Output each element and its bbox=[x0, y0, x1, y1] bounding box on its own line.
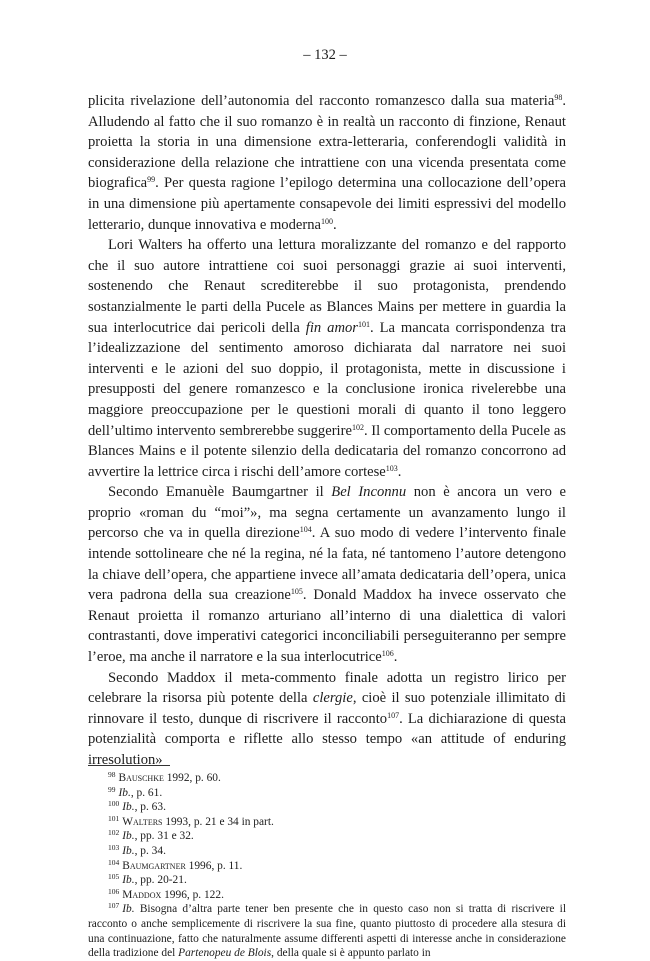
footnote-number: 107 bbox=[108, 901, 120, 911]
footnote-reference: 101 bbox=[357, 319, 370, 329]
footnote bbox=[88, 888, 566, 903]
italic-run: Partenopeu de Blois bbox=[178, 947, 272, 960]
text-run: Secondo Emanuèle Baumgartner il bbox=[108, 484, 332, 501]
footnote bbox=[88, 771, 566, 786]
text-run: , p. 34. bbox=[134, 844, 166, 857]
italic-run: Bel Inconnu bbox=[331, 484, 407, 501]
footnote bbox=[88, 902, 566, 960]
footnote bbox=[88, 844, 566, 859]
footnote bbox=[88, 829, 566, 844]
text-run: Lori Walters ha offerto una lettura moralizzante del romanzo e del rapporto che il suo autore intrattiene coi suoi personaggi grazie ai suoi interventi, sostenendo che Renaut screditerebbe il suo protagonista, prendendo sostanzialmente le parti della Pucele as Blances Mains per mettere in guardia la sua interlocutrice dai pericoli della bbox=[88, 237, 566, 336]
text-run: , pp. 31 e 32. bbox=[134, 830, 194, 843]
footnote-separator bbox=[88, 765, 170, 766]
footnote bbox=[88, 873, 566, 888]
author-name: Baumgartner bbox=[122, 859, 186, 872]
text-run: 1996, p. 122. bbox=[161, 888, 224, 901]
italic-run: fin amor bbox=[305, 319, 358, 336]
text-run: , pp. 20-21. bbox=[134, 874, 187, 887]
footnote bbox=[88, 859, 566, 874]
author-name: Maddox bbox=[122, 888, 162, 901]
paragraph bbox=[88, 91, 566, 235]
paragraph bbox=[88, 668, 566, 771]
italic-run: Ib. bbox=[122, 844, 135, 857]
italic-run: clergie bbox=[312, 690, 353, 707]
author-name: Bauschke bbox=[118, 772, 164, 784]
paragraph bbox=[88, 482, 566, 667]
text-run: . bbox=[393, 649, 398, 666]
paragraph bbox=[88, 235, 566, 482]
footnote-reference: 98 bbox=[554, 93, 563, 102]
footnote-number: 104 bbox=[108, 857, 120, 867]
footnote-number: 101 bbox=[108, 813, 120, 823]
footnote-number: 99 bbox=[108, 784, 116, 794]
footnote-number: 100 bbox=[108, 799, 120, 809]
footnote-reference: 103 bbox=[385, 463, 398, 473]
footnote-reference: 107 bbox=[387, 710, 400, 720]
footnote-reference: 100 bbox=[321, 216, 334, 226]
text-run: . Il comportamento della Pucele as Blances Mains e il potente silenzio della dedicataria del romanzo concorrono ad avvertire la lettrice circa i rischi dell’amore cortese bbox=[88, 422, 566, 480]
footnote-number: 98 bbox=[108, 770, 116, 779]
text-run: , p. 61. bbox=[130, 786, 163, 799]
author-name: Walters bbox=[122, 815, 163, 828]
footnote-number: 103 bbox=[108, 842, 120, 852]
text-run: 1992, p. 60. bbox=[163, 772, 221, 784]
footnotes bbox=[88, 771, 566, 961]
text-run: 1993, p. 21 e 34 in part. bbox=[162, 815, 274, 828]
text-run: , cioè il suo potenziale illimitato di rinnovare il testo, dunque di riscrivere il racconto bbox=[88, 690, 566, 727]
italic-run: Ib. bbox=[118, 786, 131, 799]
text-run: . Alludendo al fatto che il suo romanzo è in realtà un racconto di finzione, Renaut proietta la storia in una dimensione extra-letteraria, conferendogli validità in considerazione della relazione che intrattiene con una vicenda presentata come biografica bbox=[88, 93, 566, 192]
text-run: , p. 63. bbox=[134, 801, 166, 814]
footnote bbox=[88, 786, 566, 801]
text-run: Secondo Maddox il meta-commento finale adotta un registro lirico per celebrare la risorsa più potente della bbox=[88, 669, 566, 707]
italic-run: Ib. bbox=[122, 903, 135, 916]
footnote-reference: 106 bbox=[381, 649, 394, 659]
page-number: – 132 – bbox=[303, 47, 347, 63]
footnote-number: 102 bbox=[108, 828, 120, 838]
text-run: . Donald Maddox ha invece osservato che Renaut proietta il romanzo arturiano all’interno di una dialettica di valori contrastanti, dove imperativi categorici inconciliabili perseguiteranno per sempre l’eroe, ma anche il narratore e la sua interlocutrice bbox=[88, 587, 566, 666]
italic-run: Ib. bbox=[122, 830, 135, 843]
text-run: Bisogna d’altra parte tener ben presente che in questo caso non si tratta di riscrivere il racconto o anche semplicemente di riscrivere la sua fine, quanto piuttosto di procedere alla stesura di una continuazione, fatto che naturalmente assume differenti aspetti di interesse anche in considerazione della tradizione del bbox=[88, 903, 566, 960]
footnote-reference: 104 bbox=[299, 525, 312, 535]
text-run: . Per questa ragione l’epilogo determina una collocazione dell’opera in una dimensione più apertamente consapevole dei limiti espressivi del modello letterario, dunque innovativa e moderna bbox=[88, 175, 566, 233]
text-run: . A suo modo di vedere l’intervento finale intende sottolineare che né la regina, né la fata, né tantomeno l’autore detengono la chiave dell’opera, che appartiene invece all’amata dedicataria dell’opera, unica vera padrona della sua creazione bbox=[88, 525, 566, 604]
text-run: . La dichiarazione di questa potenzialità comporta e riflette allo stesso tempo «an attitude of enduring irresolution» bbox=[88, 710, 566, 768]
text-run: non è ancora un vero e proprio «roman du “moi”», ma segna certamente un avanzamento lungo il percorso che va in quella direzione bbox=[88, 484, 566, 542]
footnote-reference: 105 bbox=[290, 587, 303, 597]
text-run: , della quale si è appunto parlato in bbox=[271, 947, 431, 960]
italic-run: Ib. bbox=[122, 874, 135, 887]
text-run: plicita rivelazione dell’autonomia del racconto romanzesco dalla sua materia bbox=[88, 93, 555, 109]
footnote-reference: 99 bbox=[147, 175, 156, 185]
italic-run: Ib. bbox=[122, 801, 135, 814]
footnote bbox=[88, 800, 566, 815]
text-run: . La mancata corrispondenza tra l’idealizzazione del sentimento amoroso dichiarata dal narratore nei suoi interventi e le azioni del suo doppio, il protagonista, mette in discussione i presupposti del genere romanzesco e la conclusione ironica rivelerebbe una maggiore preoccupazione per le questioni morali di quanto il tono leggero dell’ultimo intervento sembrerebbe suggerire bbox=[88, 319, 566, 439]
text-run: . bbox=[397, 463, 402, 480]
footnote-number: 105 bbox=[108, 872, 120, 882]
text-run: 1996, p. 11. bbox=[185, 859, 243, 872]
footnote bbox=[88, 815, 566, 830]
footnote-number: 106 bbox=[108, 886, 120, 896]
footnote-reference: 102 bbox=[351, 422, 364, 432]
body-text bbox=[88, 91, 566, 771]
text-run: . bbox=[333, 216, 337, 233]
